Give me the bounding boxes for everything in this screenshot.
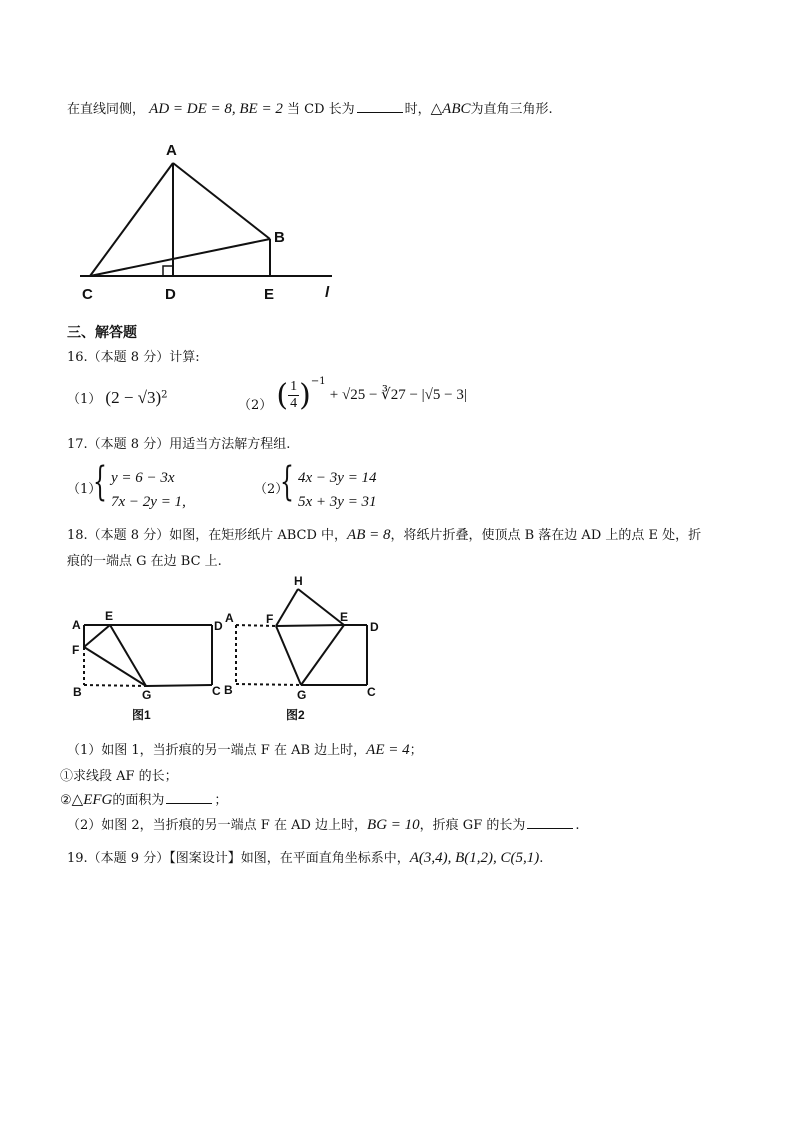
segment-fe (276, 625, 344, 626)
q18-line1 (67, 524, 701, 544)
label-a: A (166, 142, 177, 159)
paren-fraction: ( (276, 378, 289, 413)
answer-blank (527, 816, 573, 829)
q18-part1-ii (60, 789, 227, 809)
q18-line2: 痕的一端点 G 在边 BC 上. (67, 554, 222, 569)
label-c: C (367, 685, 376, 699)
fig2-caption: 图2 (286, 708, 305, 722)
label-f: F (72, 643, 80, 657)
q16-p2-label: （2） (238, 398, 273, 413)
segment-fg (84, 647, 146, 686)
q16-p1-exp: 2 (161, 389, 168, 401)
answer-blank (357, 100, 403, 113)
label-b: B (73, 685, 82, 699)
label-a: A (72, 618, 81, 632)
label-c: C (212, 684, 221, 698)
q18-p2-c: . (575, 818, 580, 833)
q18-p1-ii-a: ② (60, 793, 72, 808)
label-b: B (274, 229, 285, 246)
label-e: E (264, 286, 275, 303)
segment-fe (84, 625, 110, 647)
q15-text (67, 98, 553, 118)
q17-p1-system (111, 466, 186, 514)
segment-eg (110, 625, 146, 686)
figure-q15 (70, 135, 350, 305)
segment-gc (146, 685, 212, 686)
label-e: E (105, 609, 114, 623)
q18-line1-b: ，将纸片折叠，使顶点 B 落在边 AD 上的点 E 处，折 (390, 528, 702, 543)
label-d: D (165, 286, 176, 303)
label-l: l (325, 284, 330, 301)
label-g: G (142, 688, 152, 702)
q16-p2-rest: + √25 − ∛27 − |√5 − 3| (329, 387, 467, 403)
segment-he (298, 589, 344, 625)
q18-part1-i: ①求线段 AF 的长； (60, 769, 178, 784)
fraction-denominator: 4 (290, 396, 298, 411)
q17-p1-eq1: y = 6 − 3x (111, 470, 175, 486)
segment-eg (301, 625, 344, 685)
q18-p1-ii-tri: △EFG (71, 792, 113, 808)
q17-header: 17.（本题 8 分）用适当方法解方程组. (67, 437, 291, 452)
q16-p1-label: （1） (67, 392, 102, 407)
right-angle-mark (163, 266, 173, 276)
dashed-bg (84, 685, 146, 686)
brace-icon: { (280, 459, 294, 505)
q16-part2 (238, 375, 467, 413)
q19-text (67, 847, 543, 867)
q15-suffix: 时， (404, 102, 431, 117)
fraction-numerator: 1 (290, 379, 298, 394)
fraction (288, 379, 299, 412)
label-c: C (82, 286, 93, 303)
q18-p2-b: ，折痕 GF 的长为 (419, 818, 526, 833)
label-e: E (340, 610, 349, 624)
label-d: D (214, 619, 223, 633)
q17-part2 (254, 459, 454, 516)
q17-p1-eq2: 7x − 2y = 1 (111, 494, 183, 510)
q17-p1-label: （1） (67, 482, 102, 497)
label-a: A (225, 611, 234, 625)
section-title: 三、解答题 (67, 325, 137, 341)
q17-p2-label: （2） (254, 482, 289, 497)
segment-cb (90, 239, 270, 276)
q15-condition: AD = DE = 8, BE = 2 (149, 101, 283, 117)
q16-part1 (67, 388, 168, 408)
figure-q18-2 (222, 570, 386, 726)
label-g: G (297, 688, 307, 702)
q18-p1-a: （1）如图 1，当折痕的另一端点 F 在 AB 边上时， (67, 743, 367, 758)
label-b: B (224, 683, 233, 697)
q18-p2-a: （2）如图 2，当折痕的另一端点 F 在 AD 边上时， (67, 818, 368, 833)
q18-p2-math: BG = 10 (367, 817, 420, 833)
label-h: H (294, 574, 303, 588)
q18-part1 (67, 739, 423, 759)
q15-end: 为直角三角形. (470, 102, 553, 117)
q18-part2 (67, 814, 579, 834)
q16-header: 16.（本题 8 分）计算: (67, 350, 200, 365)
q17-p2-system (298, 466, 377, 514)
q18-line1-a: 18.（本题 8 分）如图，在矩形纸片 ABCD 中， (67, 528, 348, 543)
q16-p1-expr: (2 − √3) (105, 388, 162, 407)
paren-fraction-close: ) (299, 378, 311, 413)
q16-p2-exp: −1 (310, 375, 326, 387)
segment-ca (90, 163, 173, 276)
q17-p2-eq1: 4x − 3y = 14 (298, 470, 377, 486)
dashed-bg (236, 684, 301, 685)
segment-fg (276, 626, 301, 685)
q15-mid: 当 CD 长为 (286, 102, 355, 117)
answer-blank (166, 791, 212, 804)
brace-icon: { (93, 459, 107, 505)
q17-p1-trail: , (182, 494, 186, 510)
segment-ab (173, 163, 270, 239)
q18-line1-math: AB = 8 (347, 527, 391, 543)
q18-p1-ii-c: ； (214, 793, 228, 808)
label-f: F (266, 612, 274, 626)
q19-end: . (539, 851, 544, 866)
q15-triangle: △ABC (430, 101, 471, 117)
q18-p1-b: ； (409, 743, 423, 758)
q19-lead: 19.（本题 9 分）【图案设计】如图，在平面直角坐标系中， (67, 851, 410, 866)
q15-prefix: 在直线同侧， (67, 102, 146, 117)
q17-p2-eq2: 5x + 3y = 31 (298, 494, 377, 510)
fig1-caption: 图1 (132, 708, 151, 722)
segment-fh (276, 589, 298, 626)
q19-coordinates: A(3,4), B(1,2), C(5,1) (409, 850, 540, 866)
figure-q18-1 (66, 598, 228, 724)
q18-p1-ii-b: 的面积为 (112, 793, 165, 808)
q18-p1-math: AE = 4 (366, 742, 410, 758)
label-d: D (370, 620, 379, 634)
